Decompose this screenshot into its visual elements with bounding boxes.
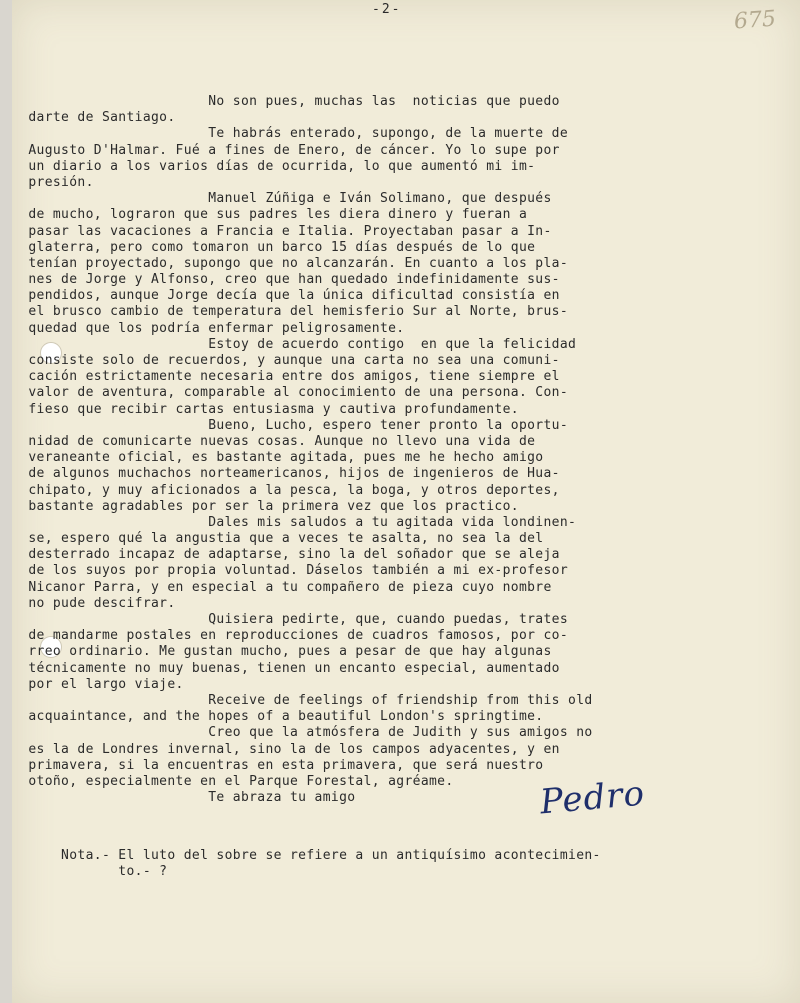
letter-line: otoño, especialmente en el Parque Forestal, agréame. <box>12 773 454 789</box>
letter-line: Dales mis saludos a tu agitada vida londinen- <box>12 514 577 530</box>
letter-line: darte de Santiago. <box>12 110 176 126</box>
letter-line: tenían proyectado, supongo que no alcanzarán. En cuanto a los pla- <box>12 255 569 271</box>
letter-line: técnicamente no muy buenas, tienen un encanto especial, aumentado <box>12 660 560 676</box>
letter-line: cación estrictamente necesaria entre dos amigos, tiene siempre el <box>12 369 560 385</box>
letter-line: quedad que los podría enfermar peligrosamente. <box>12 320 405 336</box>
letter-sheet <box>12 0 800 1003</box>
signature: Pedro <box>538 773 647 823</box>
letter-line: es la de Londres invernal, sino la de los campos adyacentes, y en <box>12 741 560 757</box>
letter-line: acquaintance, and the hopes of a beautiful London's springtime. <box>12 709 544 725</box>
letter-line: de mandarme postales en reproducciones de cuadros famosos, por co- <box>12 628 569 644</box>
letter-line: un diario a los varios días de ocurrida, lo que aumentó mi im- <box>12 158 536 174</box>
letter-line: nes de Jorge y Alfonso, creo que han quedado indefinidamente sus- <box>12 272 560 288</box>
folio-number: 675 <box>733 6 777 35</box>
letter-line: No son pues, muchas las noticias que puedo <box>12 94 560 109</box>
letter-line: de mucho, lograron que sus padres les diera dinero y fueran a <box>12 207 528 223</box>
letter-line: Receive de feelings of friendship from this old <box>12 692 593 708</box>
letter-line: Bueno, Lucho, espero tener pronto la oportu- <box>12 417 569 433</box>
letter-line: primavera, si la encuentras en esta primavera, que será nuestro <box>12 757 544 773</box>
letter-line: se, espero qué la angustia que a veces te asalta, no sea la del <box>12 531 544 547</box>
letter-line: Te habrás enterado, supongo, de la muerte de <box>12 126 569 142</box>
letter-line: Creo que la atmósfera de Judith y sus amigos no <box>12 725 593 741</box>
letter-line: Estoy de acuerdo contigo en que la felicidad <box>12 336 577 352</box>
note-line: Nota.- El luto del sobre se refiere a un antiquísimo acontecimien- <box>12 848 601 863</box>
letter-line: Manuel Zúñiga e Iván Solimano, que después <box>12 191 552 207</box>
letter-line: bastante agradables por ser la primera vez que los practico. <box>12 498 519 514</box>
letter-line: nidad de comunicarte nuevas cosas. Aunque no llevo una vida de <box>12 433 536 449</box>
note-line: to.- ? <box>12 864 168 880</box>
letter-line: el brusco cambio de temperatura del hemisferio Sur al Norte, brus- <box>12 304 569 320</box>
letter-line: presión. <box>12 174 94 190</box>
letter-line: glaterra, pero como tomaron un barco 15 días después de lo que <box>12 239 536 255</box>
letter-line: pendidos, aunque Jorge decía que la única dificultad consistía en <box>12 288 560 304</box>
letter-line: chipato, y muy aficionados a la pesca, la boga, y otros deportes, <box>12 482 560 498</box>
letter-line: de algunos muchachos norteamericanos, hijos de ingenieros de Hua- <box>12 466 560 482</box>
letter-line: valor de aventura, comparable al conocimiento de una persona. Con- <box>12 385 569 401</box>
letter-line: veraneante oficial, es bastante agitada, pues me he hecho amigo <box>12 450 544 466</box>
letter-line: fieso que recibir cartas entusiasma y cautiva profundamente. <box>12 401 519 417</box>
letter-line: pasar las vacaciones a Francia e Italia. Proyectaban pasar a In- <box>12 223 552 239</box>
letter-line: de los suyos por propia voluntad. Dáselos también a mi ex-profesor <box>12 563 569 579</box>
letter-line: Quisiera pedirte, que, cuando puedas, trates <box>12 612 569 627</box>
letter-line: Nicanor Parra, y en especial a tu compañero de pieza cuyo nombre <box>12 579 552 595</box>
letter-line: desterrado incapaz de adaptarse, sino la del soñador que se aleja <box>12 547 560 563</box>
letter-line: no pude descifrar. <box>12 595 176 611</box>
letter-line: Augusto D'Halmar. Fué a fines de Enero, de cáncer. Yo lo supe por <box>12 142 560 158</box>
letter-line: Te abraza tu amigo <box>12 790 356 806</box>
footnote <box>12 848 800 880</box>
letter-line: rreo ordinario. Me gustan mucho, pues a pesar de que hay algunas <box>12 644 552 660</box>
letter-line: por el largo viaje. <box>12 676 184 692</box>
letter-line: consiste solo de recuerdos, y aunque una carta no sea una comuni- <box>12 353 560 368</box>
page-number: -2- <box>372 2 402 17</box>
letter-body <box>12 94 800 806</box>
